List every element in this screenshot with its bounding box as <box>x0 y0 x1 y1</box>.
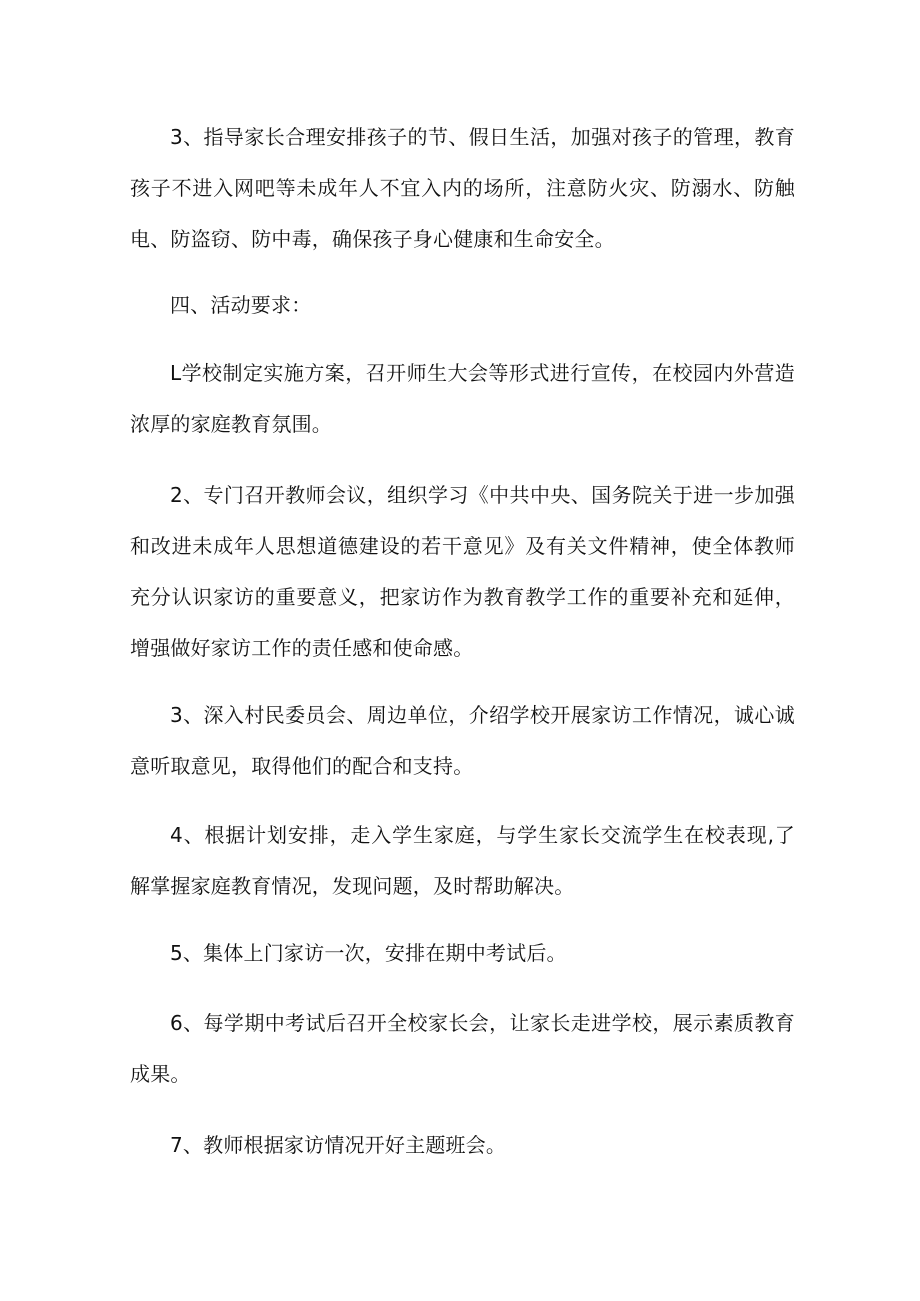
paragraph-item-home-visits: 4、根据计划安排，走入学生家庭，与学生家长交流学生在校表现,了解掌握家庭教育情况，发现问题，及时帮助解决。 <box>130 823 795 898</box>
paragraph-item-parent-meeting: 6、每学期中考试后召开全校家长会，让家长走进学校，展示素质教育成果。 <box>130 1011 795 1086</box>
paragraph-item-group-visit: 5、集体上门家访一次，安排在期中考试后。 <box>170 941 567 965</box>
paragraph-item-teacher-meeting: 2、专门召开教师会议，组织学习《中共中央、国务院关于进一步加强和改进未成年人思想道德建设的若干意见》及有关文件精神，使全体教师充分认识家访的重要意义，把家访作为教育教学工作的重要补充和延伸，增强做好家访工作的责任感和使命感。 <box>130 483 795 660</box>
paragraph-item-class-meeting: 7、教师根据家访情况开好主题班会。 <box>170 1133 507 1157</box>
section-heading-activity-requirements: 四、活动要求： <box>170 293 312 317</box>
paragraph-item-guide-parents: 3、指导家长合理安排孩子的节、假日生活，加强对孩子的管理，教育孩子不进入网吧等未成年人不宜入内的场所，注意防火灾、防溺水、防触电、防盗窃、防中毒，确保孩子身心健康和生命安全。 <box>130 125 795 251</box>
paragraph-item-implementation-plan: L学校制定实施方案，召开师生大会等形式进行宣传，在校园内外营造浓厚的家庭教育氛围。 <box>130 361 795 436</box>
paragraph-item-community-outreach: 3、深入村民委员会、周边单位，介绍学校开展家访工作情况，诚心诚意听取意见，取得他们的配合和支持。 <box>130 703 795 778</box>
